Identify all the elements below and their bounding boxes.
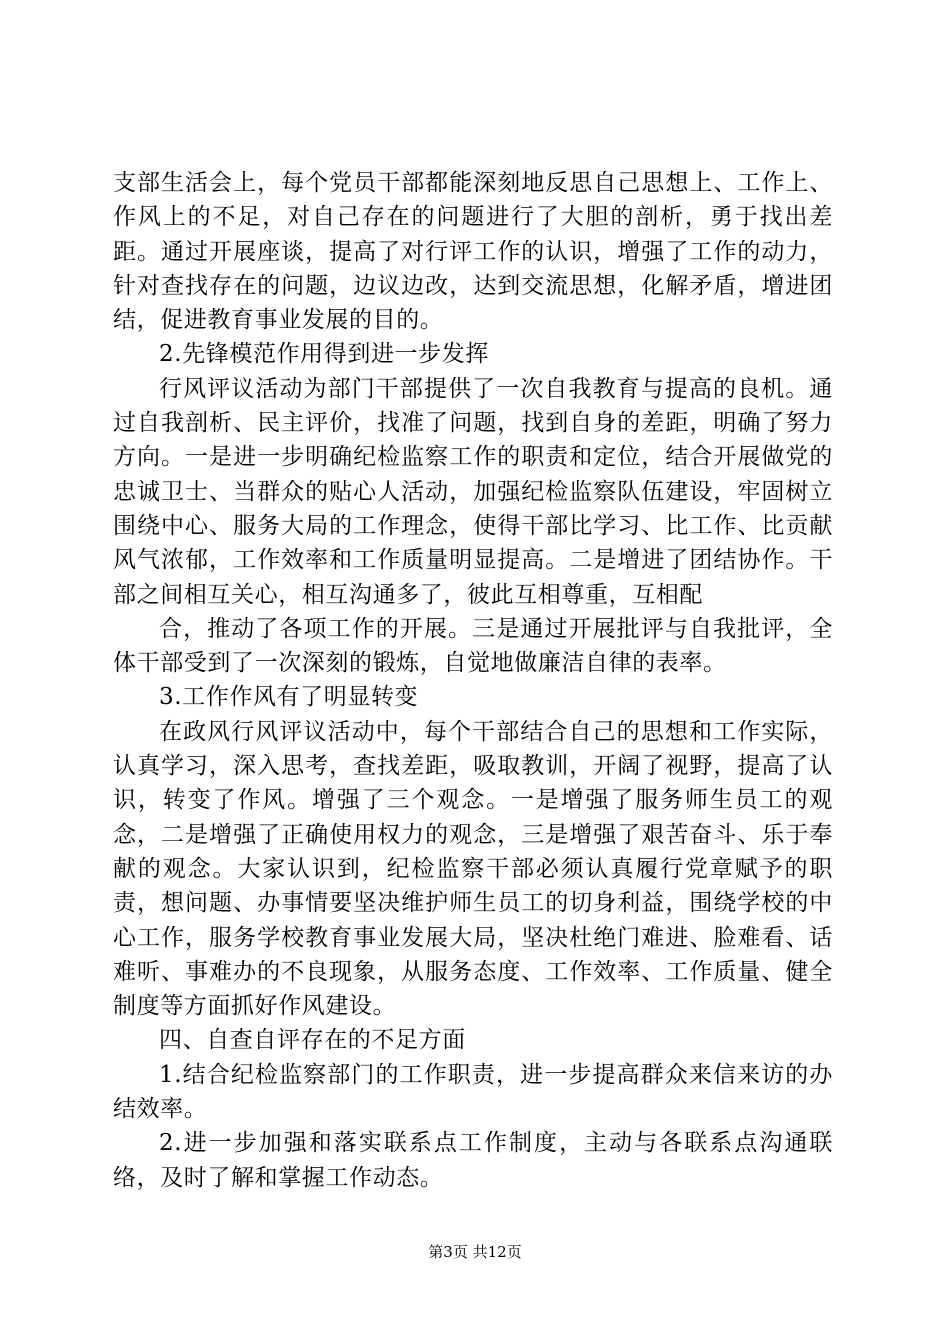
paragraph-4: 合，推动了各项工作的开展。三是通过开展批评与自我批评，全体干部受到了一次深刻的锻炼，自觉地做廉洁自律的表率。 bbox=[113, 615, 833, 677]
list-item-1: 1.结合纪检监察部门的工作职责，进一步提高群众来信来访的办结效率。 bbox=[113, 1061, 833, 1123]
paragraph-6: 在政风行风评议活动中，每个干部结合自己的思想和工作实际，认真学习，深入思考，查找差距，吸取教训，开阔了视野，提高了认识，转变了作风。增强了三个观念。一是增强了服务师生员工的观念，二是增强了正确使用权力的观念，三是增强了艰苦奋斗、乐于奉献的观念。大家认识到，纪检监察干部必须认真履行党章赋予的职责，想问题、办事情要坚决维护师生员工的切身利益，围绕学校的中心工作，服务学校教育事业发展大局，坚决杜绝门难进、脸难看、话难听、事难办的不良现象，从服务态度、工作效率、工作质量、健全制度等方面抓好作风建设。 bbox=[113, 718, 833, 1020]
list-item-2: 2.进一步加强和落实联系点工作制度，主动与各联系点沟通联络，及时了解和掌握工作动态。 bbox=[113, 1130, 833, 1191]
body-text bbox=[113, 166, 833, 1195]
page-footer: 第3页 共12页 bbox=[428, 1243, 522, 1261]
paragraph-1: 支部生活会上，每个党员干部都能深刻地反思自己思想上、工作上、作风上的不足，对自己存在的问题进行了大胆的剖析，勇于找出差距。通过开展座谈，提高了对行评工作的认识，增强了工作的动力，针对查找存在的问题，边议边改，达到交流思想，化解矛盾，增进团结，促进教育事业发展的目的。 bbox=[113, 170, 833, 334]
heading-3-work-style: 3.工作作风有了明显转变 bbox=[159, 684, 419, 711]
heading-4-shortcomings: 四、自查自评存在的不足方面 bbox=[159, 1027, 466, 1054]
paragraph-3: 行风评议活动为部门干部提供了一次自我教育与提高的良机。通过自我剖析、民主评价，找准了问题，找到自身的差距，明确了努力方向。一是进一步明确纪检监察工作的职责和定位，结合开展做党的忠诚卫士、当群众的贴心人活动，加强纪检监察队伍建设，牢固树立围绕中心、服务大局的工作理念，使得干部比学习、比工作、比贡献风气浓郁，工作效率和工作质量明显提高。二是增进了团结协作。干部之间相互关心，相互沟通多了，彼此互相尊重，互相配 bbox=[113, 375, 833, 608]
heading-2-vanguard-role: 2.先锋模范作用得到进一步发挥 bbox=[159, 341, 489, 368]
